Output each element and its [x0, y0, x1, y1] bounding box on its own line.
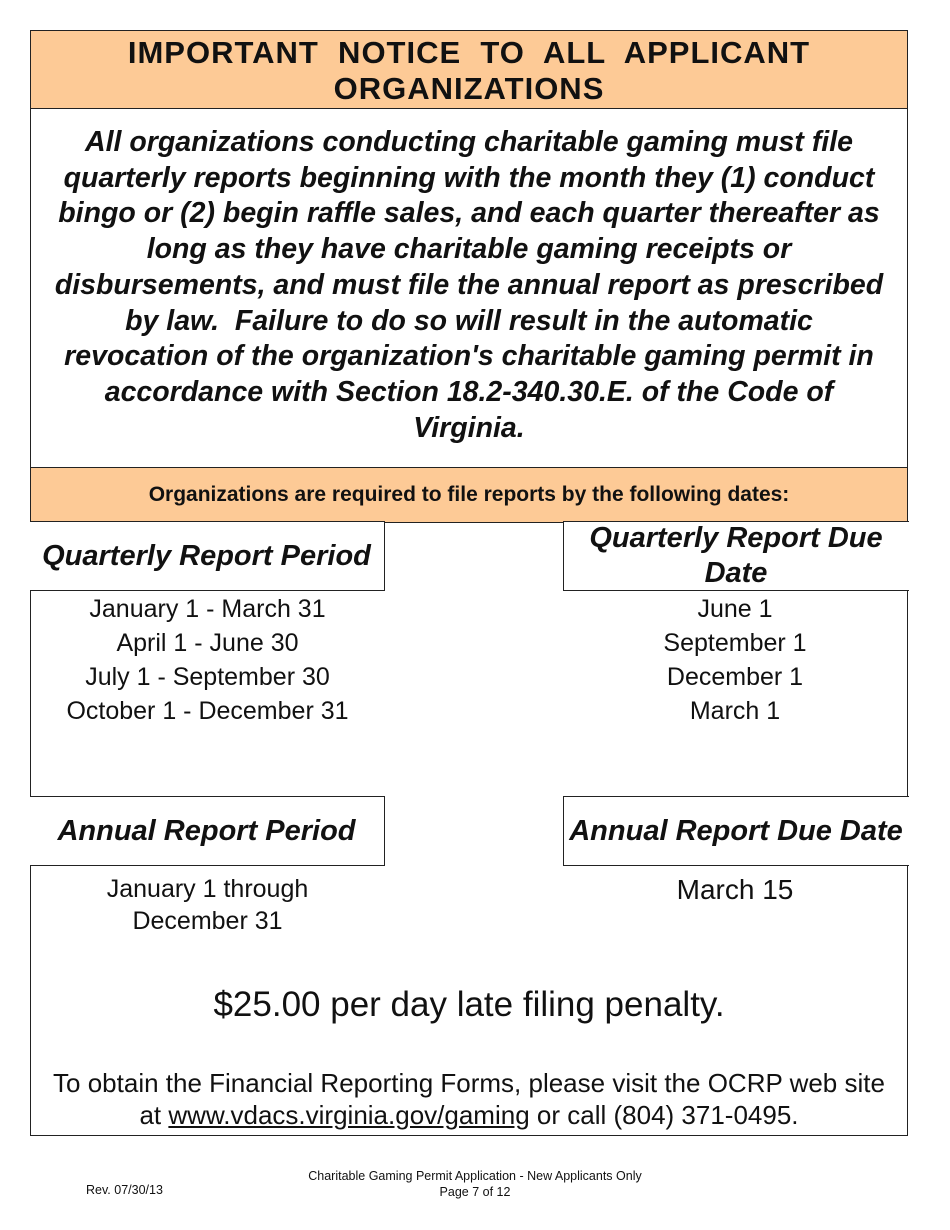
forms-info-line-1: To obtain the Financial Reporting Forms, please visit the OCRP web site: [53, 1068, 885, 1098]
website-link[interactable]: www.vdacs.virginia.gov/gaming: [168, 1100, 530, 1130]
quarterly-period: January 1 - March 31: [89, 595, 326, 623]
forms-info: [31, 1067, 907, 1131]
quarterly-due-header: Quarterly Report Due Date: [563, 521, 909, 591]
quarterly-due-date: December 1: [666, 663, 804, 691]
annual-period-line: December 31: [132, 907, 283, 935]
annual-period-line: January 1 through: [106, 875, 309, 903]
quarterly-period: July 1 - September 30: [85, 663, 330, 691]
notice-line: long as they have charitable gaming receipts or: [146, 233, 792, 266]
quarterly-period-header: Quarterly Report Period: [30, 521, 385, 591]
annual-due-date: March 15: [676, 874, 794, 905]
notice-line: disbursements, and must file the annual report as prescribed: [54, 268, 884, 301]
notice-line: by law. Failure to do so will result in the automatic: [125, 304, 813, 337]
notice-line: All organizations conducting charitable gaming must file: [85, 126, 853, 158]
notice-line: bingo or (2) begin raffle sales, and each quarter thereafter as: [58, 197, 880, 230]
annual-due-text: [563, 873, 907, 907]
quarterly-period: October 1 - December 31: [66, 697, 349, 725]
annual-due-header: Annual Report Due Date: [563, 796, 909, 866]
title-banner: [31, 31, 907, 109]
page-number: Page 7 of 12: [439, 1185, 511, 1199]
forms-info-prefix: at: [139, 1100, 162, 1130]
penalty-notice: $25.00 per day late filing penalty.: [213, 985, 725, 1024]
dates-banner: [31, 467, 907, 523]
dates-heading: Organizations are required to file reports by the following dates:: [148, 483, 790, 506]
quarterly-due-date: March 1: [689, 697, 781, 725]
notice-line: accordance with Section 18.2-340.30.E. of the Code of: [104, 375, 834, 408]
form-name: Charitable Gaming Permit Application - New Applicants Only: [308, 1169, 642, 1183]
quarterly-due-date: June 1: [697, 595, 773, 623]
notice-frame: [30, 30, 908, 1136]
notice-body: [31, 125, 907, 446]
title-line-2: ORGANIZATIONS: [333, 71, 605, 106]
revision-label: Rev. 07/30/13: [86, 1183, 163, 1197]
quarterly-periods-list: [31, 592, 384, 728]
notice-line: revocation of the organization's charitable gaming permit in: [64, 340, 874, 373]
annual-period-header: Annual Report Period: [30, 796, 385, 866]
page-footer: [0, 1168, 950, 1200]
title-line-1: IMPORTANT NOTICE TO ALL APPLICANT: [127, 35, 811, 70]
notice-title: [31, 31, 907, 107]
quarterly-due-list: [563, 592, 907, 728]
forms-info-phone: or call (804) 371-0495.: [536, 1100, 799, 1130]
notice-line: quarterly reports beginning with the month they (1) conduct: [63, 161, 875, 194]
notice-line: Virginia.: [413, 411, 525, 444]
quarterly-period: April 1 - June 30: [116, 629, 299, 657]
quarterly-due-date: September 1: [663, 629, 807, 657]
annual-period-text: [31, 873, 384, 937]
